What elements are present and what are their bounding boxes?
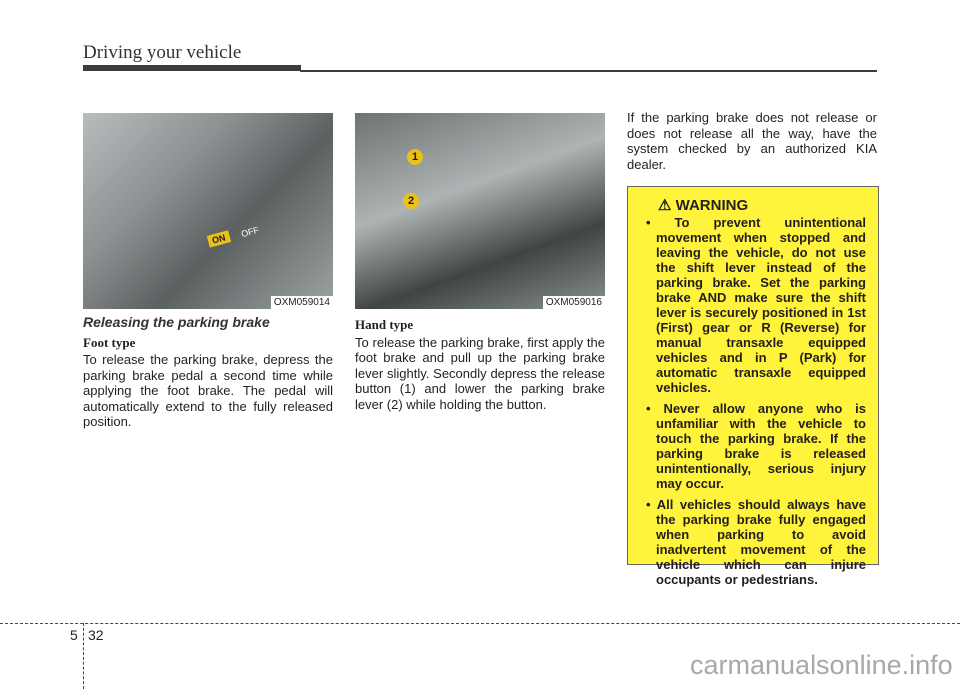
body-text: To release the parking brake, depress the parking brake pedal a second time while applying the foot brake. The pedal will automatically extend to the fully released position. bbox=[83, 352, 333, 429]
footer-divider bbox=[83, 623, 84, 689]
header-bar bbox=[83, 65, 301, 71]
page-number: 32 bbox=[88, 627, 104, 643]
hand-brake-image bbox=[355, 113, 605, 309]
page-title: Driving your vehicle bbox=[83, 42, 242, 63]
warning-item: • All vehicles should always have the parking brake fully engaged when parking to avoid inadvertent movement of the vehicle which can injure occupants or pedestrians. bbox=[646, 497, 866, 587]
callout-2: 2 bbox=[403, 193, 419, 209]
subheading-hand-type: Hand type bbox=[355, 317, 414, 332]
on-label: ON bbox=[207, 230, 231, 247]
header-rule bbox=[300, 70, 877, 72]
warning-icon: ⚠ bbox=[658, 197, 672, 214]
warning-item: • To prevent unintentional movement when stopped and leaving the vehicle, do not use the shift lever instead of the parking brake. Set the parking brake AND make sure the shift lever is securely positioned in 1st (First) gear or R (Reverse) for manual transaxle equipped vehicles and in P (Park) for automatic transaxle equipped vehicles. bbox=[646, 215, 866, 395]
body-text: To release the parking brake, first apply the foot brake and pull up the parking brake lever slightly. Secondly depress the release button (1) and lower the parking brake lever (2) while holding the button. bbox=[355, 334, 605, 412]
foot-brake-image bbox=[83, 113, 333, 309]
image-caption: OXM059016 bbox=[543, 296, 605, 309]
callout-1: 1 bbox=[407, 149, 423, 165]
middle-column bbox=[355, 315, 605, 412]
warning-box bbox=[627, 186, 879, 587]
subheading-foot-type: Foot type bbox=[83, 334, 136, 350]
warning-title: WARNING bbox=[675, 197, 749, 214]
off-label: OFF bbox=[240, 224, 260, 240]
image-caption: OXM059014 bbox=[271, 296, 333, 309]
footer-rule bbox=[0, 623, 960, 624]
section-number: 5 bbox=[70, 627, 78, 643]
warning-item: • Never allow anyone who is unfamiliar with the vehicle to touch the parking brake. If the parking brake is released unintentionally, serious injury may occur. bbox=[646, 401, 866, 491]
watermark: carmanualsonline.info bbox=[690, 650, 953, 680]
section-heading: Releasing the parking brake bbox=[83, 314, 270, 330]
left-column bbox=[83, 315, 333, 430]
right-column-text: If the parking brake does not release or does not release all the way, have the system checked by an authorized KIA dealer. bbox=[627, 110, 877, 172]
